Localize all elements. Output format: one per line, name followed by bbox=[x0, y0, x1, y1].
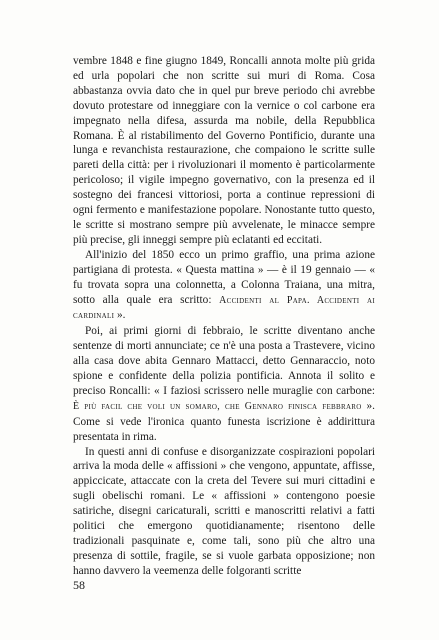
page-number: 58 bbox=[73, 578, 85, 592]
paragraph-text: ». Come si vede l'ironica quanto funesta iscrizione è addirittura presentata in rima. bbox=[73, 399, 375, 443]
paragraph-2 bbox=[73, 248, 375, 325]
graffito-quote: Accidenti al Papa. Accidenti ai cardinali bbox=[73, 294, 375, 322]
paragraph-text: In questi anni di confuse e disorganizzate cospirazioni popolari arriva la moda delle « affissioni » che vengono, appuntate, affisse, appiccicate, attaccate con la creta del Tevere sui muri cittadini e sugli obelischi romani. Le « affissioni » contengono poesie satiriche, disegni caricaturali, scritti e manoscritti relativi a fatti politici che emergono quotidianamente; risentono delle tradizionali pasquinate e, come tali, sono più che altro una presenza di sottile, fragile, se si vuole garbata opposizione; non hanno davvero la veemenza delle folgoranti scritte bbox=[73, 445, 375, 577]
paragraph-text: Poi, ai primi giorni di febbraio, le scritte diventano anche sentenze di morti annunciate; ce n'è una posta a Trastevere, vicino alla casa dove abita Gennaro Mattacci, detto Gennaraccio, noto spione e confidente della polizia pontificia. Annota il solito e preciso Roncalli: « I faziosi scrissero nelle muraglie con carbone: bbox=[73, 325, 375, 397]
body-text bbox=[73, 54, 375, 579]
paragraph-4 bbox=[73, 445, 375, 579]
paragraph-3 bbox=[73, 324, 375, 444]
paragraph-text: vembre 1848 e fine giugno 1849, Roncalli annota molte più grida ed urla popolari che non scritte sui muri di Roma. Cosa abbastanza ovvia dato che in quel pur breve periodo chi avrebbe dovuto protestare od inneggiare con la vernice o col carbone era impegnato nella difesa, assurda ma nobile, della Repubblica Romana. È al ristabilimento del Governo Pontificio, durante una lunga e revanchista restaurazione, che compaiono le scritte sulle pareti della città: per i rivoluzionari il momento è particolarmente pericoloso; il vigile impegno governativo, con la presenza ed il sostegno dei francesi vittoriosi, porta a continue repressioni di ogni fermento e manifestazione popolare. Nonostante tutto questo, le scritte si mostrano sempre più avvelenate, le minacce sempre più precise, gli inneggi sempre più eclatanti ed eccitati. bbox=[73, 55, 375, 246]
paragraph-1 bbox=[73, 54, 375, 248]
paragraph-text: All'inizio del 1850 ecco un primo graffio, una prima azione partigiana di protesta. « Questa mattina » — è il 19 gennaio — « fu trovata sopra una colonnetta, a Colonna Traiana, una mitra, sotto alla quale era scritto: bbox=[73, 248, 375, 306]
graffito-quote: È più facil che voli un somaro, che Gennaro finisca febbraro bbox=[73, 400, 362, 412]
paragraph-text: ». bbox=[114, 309, 126, 322]
